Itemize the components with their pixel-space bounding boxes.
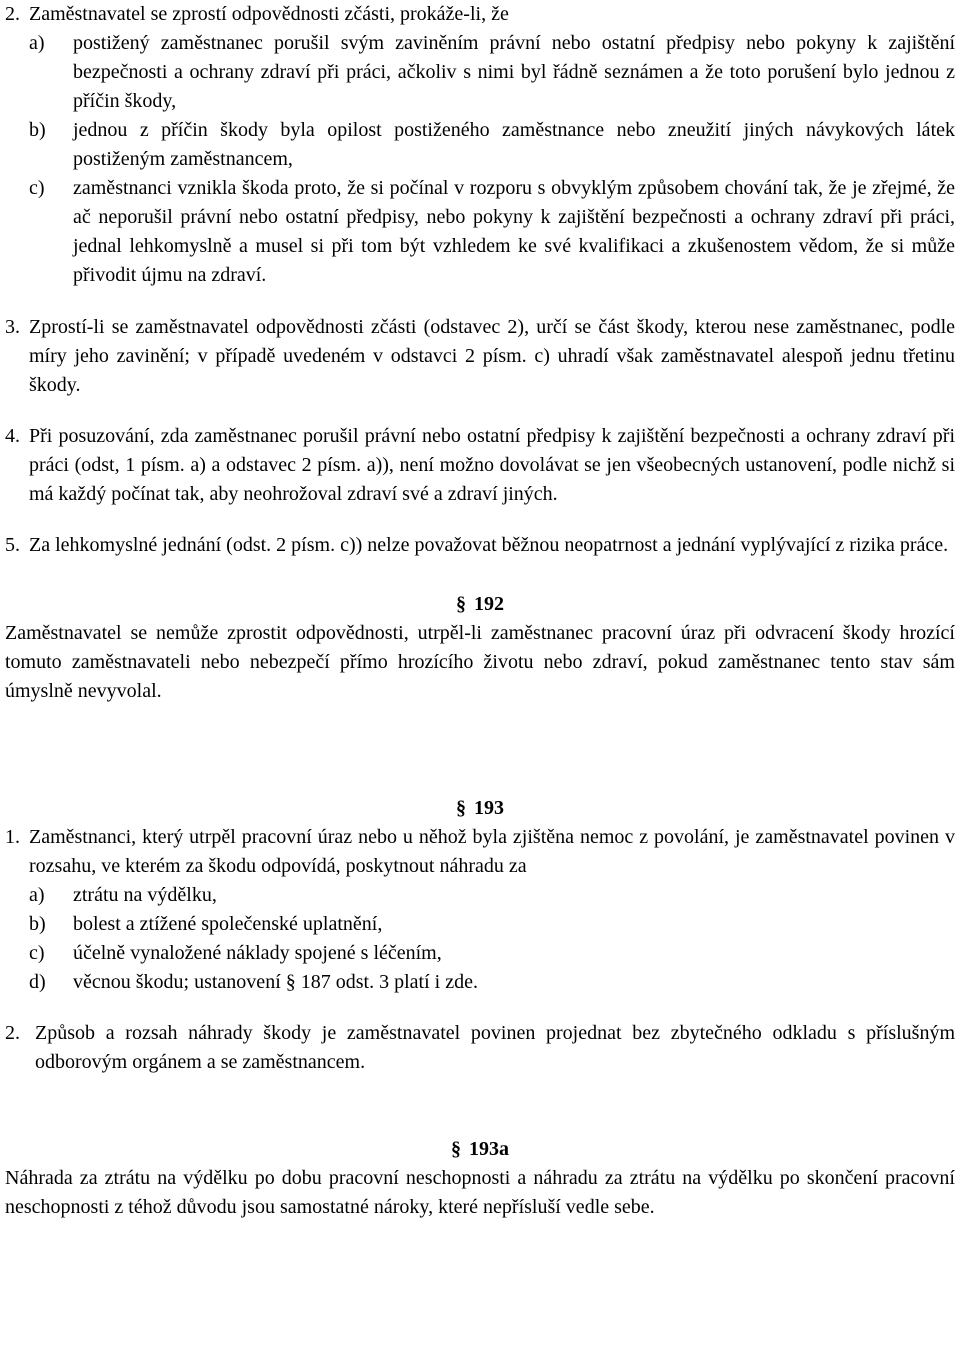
section-heading-193a: [5, 1135, 955, 1164]
list-item-text: zaměstnanci vznikla škoda proto, že si počínal v rozporu s obvyklým způsobem chování tak, že je zřejmé, že ač neporušil právní nebo ostatní předpisy, nebo pokyny k zajištění bezpečnosti a ochrany zdraví při práci, jednal lehkomyslně a musel si při tom být vzhledem ke své kvalifikaci a zkušenostem vědom, že si může přivodit újmu na zdraví.: [73, 177, 955, 286]
paragraph-text: Způsob a rozsah náhrady škody je zaměstnavatel povinen projednat bez zbytečného odkladu s příslušným odborovým orgánem a se zaměstnancem.: [35, 1022, 955, 1073]
list-item: [29, 29, 955, 116]
paragraph-text: Za lehkomyslné jednání (odst. 2 písm. c)) nelze považovat běžnou neopatrnost a jednání vyplývající z rizika práce.: [29, 534, 949, 556]
paragraph-2: [5, 1019, 955, 1077]
section-number: 193: [474, 797, 504, 819]
list-item-label: b): [29, 913, 46, 935]
paragraph-number: 2.: [5, 3, 20, 25]
list-item-text: jednou z příčin škody byla opilost postiženého zaměstnance nebo zneužití jiných návykových látek postiženým zaměstnancem,: [73, 119, 955, 170]
list-item: [29, 968, 955, 997]
paragraph-number: 1.: [5, 826, 20, 848]
paragraph-number: 4.: [5, 425, 20, 447]
section-symbol: §: [451, 1138, 461, 1160]
section-symbol: §: [456, 593, 466, 615]
section-heading-192: [5, 590, 955, 619]
list-item: [29, 116, 955, 174]
list-item-text: bolest a ztížené společenské uplatnění,: [73, 913, 383, 935]
paragraph-intro: Zaměstnanci, který utrpěl pracovní úraz nebo u něhož byla zjištěna nemoc z povolání, je zaměstnavatel povinen v rozsahu, ve kterém za škodu odpovídá, poskytnout náhradu za: [29, 826, 955, 877]
paragraph-5: [5, 531, 955, 560]
document-page: [5, 0, 955, 1222]
paragraph-number: 3.: [5, 316, 20, 338]
paragraph-text: Zprostí-li se zaměstnavatel odpovědnosti zčásti (odstavec 2), určí se část škody, kterou nese zaměstnanec, podle míry jeho zavinění; v případě uvedeném v odstavci 2 písm. c) uhradí však zaměstnavatel alespoň jednu třetinu škody.: [29, 316, 955, 396]
paragraph-number: 2.: [5, 1022, 20, 1044]
list-item-label: d): [29, 971, 46, 993]
list-item-label: a): [29, 32, 45, 54]
paragraph-number: 5.: [5, 534, 20, 556]
list-item: [29, 939, 955, 968]
paragraph-3: [5, 313, 955, 400]
list-item-text: účelně vynaložené náklady spojené s léčením,: [73, 942, 442, 964]
list-item-text: věcnou škodu; ustanovení § 187 odst. 3 platí i zde.: [73, 971, 478, 993]
list-item-label: c): [29, 177, 45, 199]
list-item-text: postižený zaměstnanec porušil svým zaviněním právní nebo ostatní předpisy nebo pokyny k zajištění bezpečnosti a ochrany zdraví při práci, ačkoliv s nimi byl řádně seznámen a že toto porušení bylo jednou z příčin škody,: [73, 32, 955, 112]
list-item: [29, 910, 955, 939]
paragraph-1: [5, 823, 955, 997]
section-heading-193: [5, 794, 955, 823]
list-item-label: a): [29, 884, 45, 906]
list-item-label: b): [29, 119, 46, 141]
list-item-text: ztrátu na výdělku,: [73, 884, 217, 906]
list-item-label: c): [29, 942, 45, 964]
section-number: 192: [474, 593, 504, 615]
paragraph-intro: Zaměstnavatel se zprostí odpovědnosti zčásti, prokáže-li, že: [29, 3, 509, 25]
paragraph-2: [5, 0, 955, 290]
section-193a-text: Náhrada za ztrátu na výdělku po dobu pracovní neschopnosti a náhradu za ztrátu na výdělku po skončení pracovní neschopnosti z téhož důvodu jsou samostatné nároky, které nepřísluší vedle sebe.: [5, 1167, 955, 1218]
paragraph-4: [5, 422, 955, 509]
section-symbol: §: [456, 797, 466, 819]
section-192-text: Zaměstnavatel se nemůže zprostit odpovědnosti, utrpěl-li zaměstnanec pracovní úraz při odvracení škody hrozící tomuto zaměstnavateli nebo nebezpečí přímo hrozícího životu nebo zdraví, pokud zaměstnanec tento stav sám úmyslně nevyvolal.: [5, 622, 955, 702]
section-number: 193a: [469, 1138, 509, 1160]
list-item: [29, 174, 955, 290]
list-item: [29, 881, 955, 910]
paragraph-text: Při posuzování, zda zaměstnanec porušil právní nebo ostatní předpisy k zajištění bezpečnosti a ochrany zdraví při práci (odst, 1 písm. a) a odstavec 2 písm. a)), není možno dovolávat se jen všeobecných ustanovení, podle nichž si má každý počínat tak, aby neohrožoval zdraví své a zdraví jiných.: [29, 425, 955, 505]
